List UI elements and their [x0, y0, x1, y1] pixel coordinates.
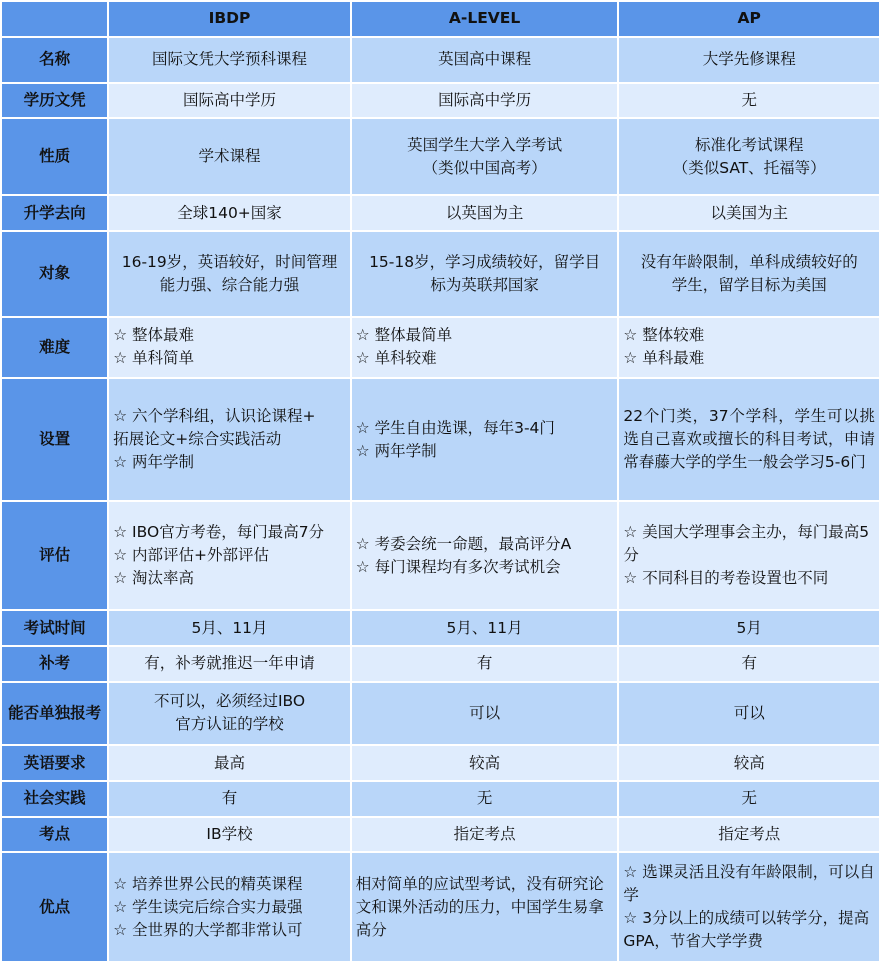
cell-line: 国际文凭大学预科课程: [152, 50, 308, 69]
row-destination: [2, 196, 879, 230]
cell-line: 15-18岁，学习成绩较好，留学目: [369, 252, 601, 271]
cell-line: ☆ 美国大学理事会主办，每门最高5分: [623, 523, 870, 565]
ibdp-cell: [109, 232, 350, 316]
a-level-cell: [352, 38, 618, 82]
ap-cell: [619, 818, 879, 852]
cell-line: 官方认证的学校: [175, 715, 284, 734]
row-header: 考试时间: [2, 611, 107, 645]
row-header: 补考: [2, 647, 107, 681]
row-header: 优点: [2, 853, 107, 961]
row-social-practice: [2, 782, 879, 816]
ibdp-cell: [109, 853, 350, 961]
cell-line: 国际高中学历: [438, 91, 532, 110]
ibdp-cell: [109, 746, 350, 780]
ap-cell: [619, 746, 879, 780]
cell-line: 可以: [469, 703, 501, 722]
cell-line: 较高: [469, 753, 501, 772]
ibdp-cell: [109, 84, 350, 118]
ibdp-cell: [109, 119, 350, 194]
row-header: 难度: [2, 318, 107, 377]
row-header: 英语要求: [2, 746, 107, 780]
row-advantages: [2, 853, 879, 961]
ibdp-cell: [109, 683, 350, 744]
cell-line: 能力强、综合能力强: [159, 275, 300, 294]
cell-line: ☆ 考委会统一命题，最高评分A: [355, 534, 572, 553]
a-level-cell: [352, 647, 618, 681]
cell-line: ☆ 选课灵活且没有年龄限制，可以自学: [623, 863, 875, 905]
cell-line: 以英国为主: [445, 203, 524, 222]
cell-line: 以美国为主: [710, 203, 788, 222]
cell-line: 较高: [733, 753, 765, 772]
row-exam-center: [2, 818, 879, 852]
cell-line: 全球140+国家: [177, 203, 282, 222]
cell-line: ☆ 单科简单: [113, 349, 195, 368]
ap-cell: [619, 119, 879, 194]
ap-cell: [619, 196, 879, 230]
column-header-ap: AP: [619, 2, 879, 36]
cell-line: ☆ 整体最简单: [355, 326, 453, 345]
a-level-cell: [352, 683, 618, 744]
cell-line: 无: [476, 789, 493, 808]
cell-line: ☆ 每门课程均有多次考试机会: [355, 557, 561, 576]
cell-line: 标为英联邦国家: [430, 275, 539, 294]
a-level-cell: [352, 318, 618, 377]
row-diploma: [2, 84, 879, 118]
ap-cell: [619, 683, 879, 744]
row-name: [2, 38, 879, 82]
cell-line: ☆ 整体较难: [623, 326, 705, 345]
cell-line: ☆ 六个学科组，认识论课程+: [113, 407, 316, 425]
cell-line: 相对简单的应试型考试，没有研究论文和课外活动的压力，中国学生易拿高分: [355, 874, 604, 939]
cell-line: ☆ 学生自由选课，每年3-4门: [355, 418, 555, 437]
a-level-cell: [352, 119, 618, 194]
cell-line: 大学先修课程: [702, 50, 796, 69]
cell-line: 无: [741, 91, 757, 110]
cell-line: ☆ 两年学制: [113, 453, 195, 471]
cell-line: 英国学生大学入学考试: [407, 135, 563, 154]
a-level-cell: [352, 853, 618, 961]
row-header: 社会实践: [2, 782, 107, 816]
row-english-requirement: [2, 746, 879, 780]
cell-line: 英国高中课程: [438, 50, 532, 69]
ap-cell: [619, 232, 879, 316]
ibdp-cell: [109, 782, 350, 816]
ap-cell: [619, 502, 879, 609]
cell-line: 没有年龄限制，单科成绩较好的: [640, 252, 858, 271]
cell-line: 有，补考就推迟一年申请: [144, 654, 315, 673]
row-independent-registration: [2, 683, 879, 744]
cell-line: ☆ 不同科目的考卷设置也不同: [623, 569, 829, 588]
cell-line: 16-19岁，英语较好，时间管理: [121, 252, 338, 271]
ibdp-cell: [109, 611, 350, 645]
cell-line: （类似SAT、托福等）: [672, 158, 826, 177]
cell-line: 无: [741, 789, 757, 808]
row-assessment: [2, 502, 879, 609]
cell-line: ☆ 培养世界公民的精英课程: [113, 874, 303, 893]
ap-cell: [619, 318, 879, 377]
cell-line: ☆ 单科较难: [355, 349, 437, 368]
cell-line: ☆ 全世界的大学都非常认可: [113, 920, 303, 939]
ibdp-cell: [109, 379, 350, 500]
a-level-cell: [352, 502, 618, 609]
a-level-cell: [352, 379, 618, 500]
row-header: 学历文凭: [2, 84, 107, 118]
cell-line: 可以: [733, 703, 765, 722]
cell-line: 指定考点: [453, 825, 516, 844]
cell-line: 22个门类，37个学科，学生可以挑选自己喜欢或擅长的科目考试，申请常春藤大学的学生一般会学习5-6门: [623, 407, 875, 471]
row-retake: [2, 647, 879, 681]
ibdp-cell: [109, 818, 350, 852]
cell-line: 指定考点: [718, 825, 781, 844]
row-setup: [2, 379, 879, 500]
ap-cell: [619, 611, 879, 645]
cell-line: 国际高中学历: [183, 91, 277, 110]
cell-line: ☆ 单科最难: [623, 349, 705, 368]
cell-line: （类似中国高考）: [422, 158, 547, 177]
a-level-cell: [352, 782, 618, 816]
cell-line: ☆ 两年学制: [355, 441, 437, 460]
row-difficulty: [2, 318, 879, 377]
ap-cell: [619, 782, 879, 816]
cell-line: 5月、11月: [446, 618, 523, 637]
ibdp-cell: [109, 318, 350, 377]
a-level-cell: [352, 746, 618, 780]
a-level-cell: [352, 611, 618, 645]
cell-line: 有: [741, 654, 757, 673]
column-header-a-level: A-LEVEL: [352, 2, 618, 36]
cell-line: IB学校: [206, 825, 253, 844]
row-exam-time: [2, 611, 879, 645]
ibdp-cell: [109, 38, 350, 82]
cell-line: 学术课程: [198, 147, 261, 166]
cell-line: ☆ 内部评估+外部评估: [113, 546, 270, 565]
ibdp-cell: [109, 502, 350, 609]
ap-cell: [619, 84, 879, 118]
ap-cell: [619, 647, 879, 681]
ibdp-cell: [109, 647, 350, 681]
row-nature: [2, 119, 879, 194]
cell-line: 5月: [736, 618, 762, 637]
column-header-ibdp: IBDP: [109, 2, 350, 36]
row-header: 对象: [2, 232, 107, 316]
cell-line: ☆ 学生读完后综合实力最强: [113, 897, 303, 916]
row-header: 能否单独报考: [2, 683, 107, 744]
a-level-cell: [352, 818, 618, 852]
cell-line: 最高: [214, 753, 246, 772]
a-level-cell: [352, 196, 618, 230]
corner-cell: [2, 2, 107, 36]
cell-line: 拓展论文+综合实践活动: [113, 430, 282, 448]
cell-line: 有: [476, 654, 493, 673]
cell-line: 标准化考试课程: [694, 135, 804, 154]
row-header: 升学去向: [2, 196, 107, 230]
cell-line: 不可以，必须经过IBO: [153, 692, 306, 711]
cell-line: ☆ 淘汰率高: [113, 569, 195, 588]
row-header: 考点: [2, 818, 107, 852]
cell-line: 有: [221, 789, 238, 808]
row-target: [2, 232, 879, 316]
row-header: 设置: [2, 379, 107, 500]
row-header: 性质: [2, 119, 107, 194]
cell-line: 5月、11月: [191, 618, 268, 637]
cell-line: 学生，留学目标为美国: [671, 275, 827, 294]
row-header: 评估: [2, 502, 107, 609]
ap-cell: [619, 379, 879, 500]
cell-line: ☆ 3分以上的成绩可以转学分，提高GPA，节省大学学费: [623, 909, 870, 951]
cell-line: ☆ 整体最难: [113, 326, 195, 345]
ibdp-cell: [109, 196, 350, 230]
ap-cell: [619, 38, 879, 82]
row-header: 名称: [2, 38, 107, 82]
cell-line: ☆ IBO官方考卷，每门最高7分: [113, 523, 325, 542]
ap-cell: [619, 853, 879, 961]
a-level-cell: [352, 232, 618, 316]
header-row: [2, 2, 879, 36]
a-level-cell: [352, 84, 618, 118]
